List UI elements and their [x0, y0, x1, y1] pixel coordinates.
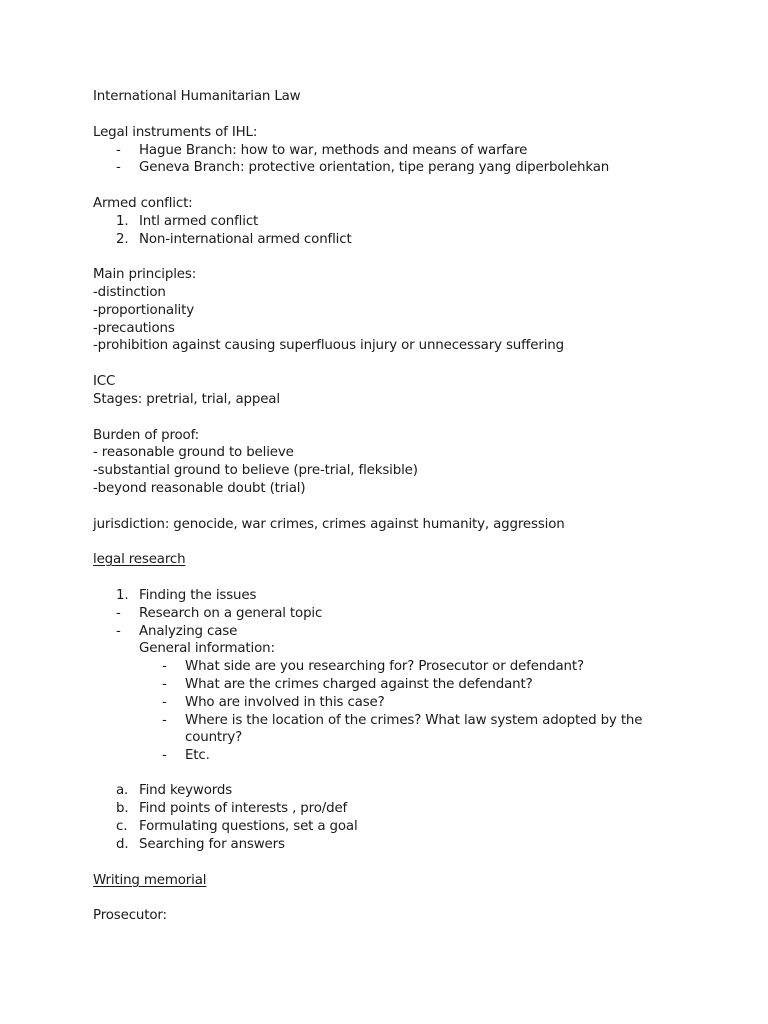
writing-memorial-heading: Writing memorial: [93, 873, 207, 888]
general-info-item: Where is the location of the crimes? What law system adopted by the: [185, 713, 643, 728]
list-marker: c.: [116, 819, 128, 834]
list-marker: -: [162, 695, 167, 710]
burden-item: -substantial ground to believe (pre-trial, fleksible): [93, 463, 418, 478]
list-marker: -: [162, 748, 167, 763]
main-principles-heading: Main principles:: [93, 267, 197, 282]
general-info-item: What side are you researching for? Prosecutor or defendant?: [185, 659, 584, 674]
general-info-heading: General information:: [139, 641, 275, 656]
jurisdiction-line: jurisdiction: genocide, war crimes, crimes against humanity, aggression: [93, 517, 565, 532]
lettered-step: Searching for answers: [139, 837, 285, 852]
list-marker: -: [116, 160, 121, 175]
general-info-item: Who are involved in this case?: [185, 695, 385, 710]
general-info-item: Etc.: [185, 748, 210, 763]
lettered-step: Formulating questions, set a goal: [139, 819, 358, 834]
legal-research-heading: legal research: [93, 552, 186, 567]
lettered-step: Find points of interests , pro/def: [139, 801, 348, 816]
list-marker: b.: [116, 801, 129, 816]
document-title: International Humanitarian Law: [93, 89, 301, 104]
principle-item: -distinction: [93, 285, 166, 300]
list-marker: -: [116, 143, 121, 158]
list-item: Hague Branch: how to war, methods and means of warfare: [139, 143, 528, 158]
principle-item: -precautions: [93, 321, 175, 336]
armed-conflict-heading: Armed conflict:: [93, 196, 193, 211]
lettered-step: Find keywords: [139, 783, 233, 798]
burden-item: - reasonable ground to believe: [93, 445, 294, 460]
general-info-item: What are the crimes charged against the defendant?: [185, 677, 533, 692]
principle-item: -prohibition against causing superfluous injury or unnecessary suffering: [93, 338, 564, 353]
list-marker: -: [116, 624, 121, 639]
research-step: Analyzing case: [139, 624, 238, 639]
list-marker: 2.: [116, 232, 129, 247]
principle-item: -proportionality: [93, 303, 195, 318]
general-info-item-continuation: country?: [185, 730, 243, 745]
list-marker: 1.: [116, 214, 129, 229]
list-marker: -: [162, 677, 167, 692]
list-marker: 1.: [116, 588, 129, 603]
list-marker: d.: [116, 837, 129, 852]
burden-of-proof-heading: Burden of proof:: [93, 428, 200, 443]
icc-heading: ICC: [93, 374, 116, 389]
icc-stages: Stages: pretrial, trial, appeal: [93, 392, 280, 407]
burden-item: -beyond reasonable doubt (trial): [93, 481, 306, 496]
list-item: Intl armed conflict: [139, 214, 259, 229]
list-marker: -: [116, 606, 121, 621]
research-step: Research on a general topic: [139, 606, 323, 621]
research-step: Finding the issues: [139, 588, 257, 603]
list-marker: -: [162, 659, 167, 674]
list-item: Non-international armed conflict: [139, 232, 352, 247]
list-item: Geneva Branch: protective orientation, tipe perang yang diperbolehkan: [139, 160, 610, 175]
legal-instruments-heading: Legal instruments of IHL:: [93, 125, 258, 140]
prosecutor-label: Prosecutor:: [93, 908, 167, 923]
list-marker: -: [162, 713, 167, 728]
list-marker: a.: [116, 783, 129, 798]
